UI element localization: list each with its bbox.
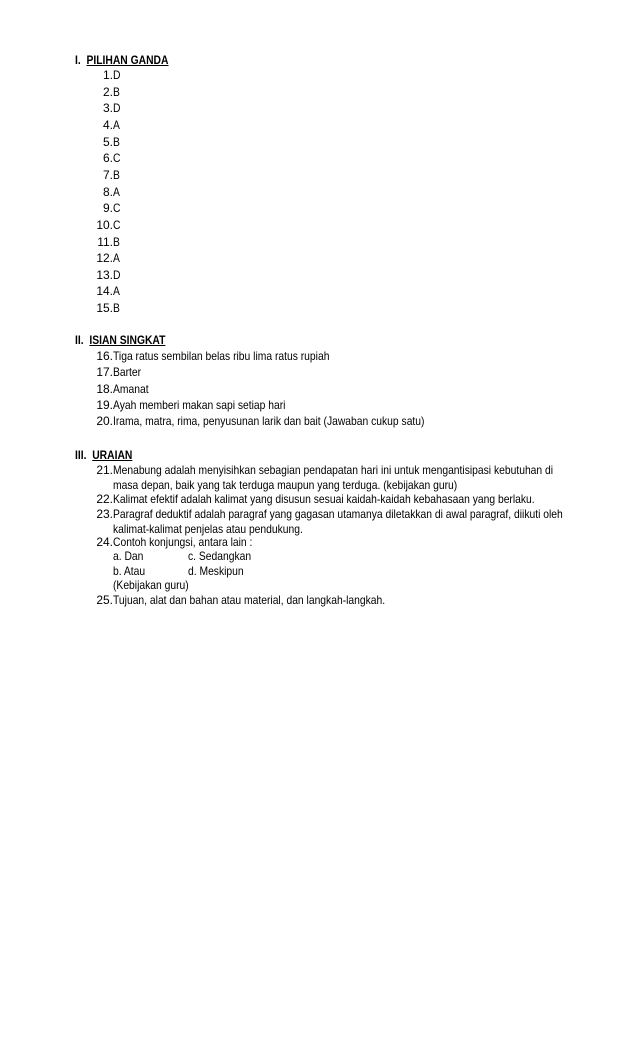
item-number: 14. — [96, 284, 113, 299]
section-number: II. — [75, 333, 84, 347]
item-answer: B — [113, 301, 120, 316]
section-heading-pilihan-ganda — [75, 53, 168, 67]
item-answer: Contoh konjungsi, antara lain : — [113, 535, 253, 549]
item-answer: B — [113, 84, 120, 99]
item-answer: C — [113, 201, 121, 216]
list-item — [102, 151, 122, 166]
list-item — [96, 349, 365, 364]
item-answer: B — [113, 134, 120, 149]
item-number: 11. — [97, 234, 113, 249]
list-item — [102, 68, 122, 83]
list-item — [96, 535, 275, 550]
conjunction-a: a. Dan — [113, 549, 144, 563]
item-number: 24. — [96, 535, 113, 549]
item-number: 1. — [102, 68, 113, 82]
list-item — [97, 234, 121, 250]
list-item — [96, 463, 625, 478]
item-answer: D — [113, 267, 121, 282]
list-item — [96, 381, 154, 397]
item-number: 2. — [102, 84, 113, 99]
item-number: 5. — [102, 134, 113, 149]
item-number: 10. — [96, 217, 113, 232]
list-item — [96, 492, 603, 507]
list-item — [96, 284, 121, 299]
list-item — [96, 414, 475, 429]
item-answer-continuation: masa depan, baik yang tak terduga maupun yang terduga. (kebijakan guru) — [113, 477, 458, 492]
item-answer: Tiga ratus sembilan belas ribu lima ratus rupiah — [113, 349, 330, 363]
conjunction-b: b. Atau — [113, 564, 146, 578]
item-answer: Ayah memberi makan sapi setiap hari — [113, 397, 286, 412]
list-item — [102, 134, 121, 150]
item-answer: A — [113, 284, 120, 299]
item-number: 6. — [102, 151, 113, 166]
item-answer-continuation: kalimat-kalimat penjelas atau pendukung. — [113, 521, 303, 536]
list-item — [102, 184, 121, 200]
item-number: 16. — [96, 349, 113, 363]
list-item — [102, 201, 122, 216]
item-answer: C — [113, 151, 121, 166]
item-number: 21. — [96, 463, 113, 477]
conjunction-note: (Kebijakan guru) — [113, 578, 189, 592]
item-answer: Menabung adalah menyisihkan sebagian pendapatan hari ini untuk mengantisipasi kebutuhan di — [113, 463, 554, 477]
item-answer: Barter — [113, 365, 142, 380]
list-item — [96, 217, 122, 233]
item-number: 9. — [102, 201, 113, 216]
item-answer: A — [113, 251, 120, 266]
item-number: 3. — [102, 101, 113, 116]
list-item — [96, 251, 121, 266]
item-answer: Kalimat efektif adalah kalimat yang disusun sesuai kaidah-kaidah kebahasaan yang berlaku. — [113, 492, 535, 506]
item-answer: B — [113, 234, 120, 249]
section-title: PILIHAN GANDA — [86, 53, 169, 67]
item-number: 19. — [96, 397, 113, 412]
list-item — [96, 267, 122, 283]
list-item — [102, 101, 122, 116]
section-number: III. — [75, 448, 87, 462]
section-title: URAIAN — [92, 448, 133, 462]
item-number: 23. — [96, 507, 113, 521]
item-number: 25. — [96, 593, 113, 607]
item-number: 17. — [96, 365, 113, 380]
item-answer: D — [113, 68, 121, 82]
item-number: 18. — [96, 381, 113, 396]
item-number: 12. — [96, 251, 113, 266]
list-item — [96, 301, 121, 316]
item-answer: Tujuan, alat dan bahan atau material, dan langkah-langkah. — [113, 593, 386, 607]
item-answer: D — [113, 101, 121, 116]
item-number: 4. — [102, 117, 113, 132]
item-number: 15. — [96, 301, 113, 316]
item-answer: B — [113, 167, 120, 182]
section-heading-isian-singkat — [75, 333, 165, 347]
list-item — [102, 167, 121, 183]
list-item — [96, 365, 146, 380]
item-number: 20. — [96, 414, 113, 429]
list-item — [96, 507, 636, 522]
item-answer: Amanat — [113, 381, 149, 396]
item-answer: Irama, matra, rima, penyusunan larik dan bait (Jawaban cukup satu) — [113, 414, 425, 429]
list-item — [102, 84, 121, 100]
list-item — [96, 397, 314, 413]
item-answer: A — [113, 117, 120, 132]
item-answer: Paragraf deduktif adalah paragraf yang gagasan utamanya diletakkan di awal paragraf, diikuti oleh — [113, 507, 563, 521]
section-heading-uraian — [75, 448, 132, 462]
item-number: 8. — [102, 184, 113, 199]
item-number: 13. — [96, 267, 113, 282]
item-number: 22. — [96, 492, 113, 506]
item-answer: C — [113, 217, 121, 232]
section-number: I. — [75, 53, 81, 67]
item-answer: A — [113, 184, 120, 199]
conjunction-d: d. Meskipun — [188, 564, 244, 578]
list-item — [96, 593, 429, 608]
conjunction-c: c. Sedangkan — [188, 549, 252, 563]
item-number: 7. — [102, 167, 113, 182]
section-title: ISIAN SINGKAT — [89, 333, 166, 347]
list-item — [102, 117, 121, 133]
